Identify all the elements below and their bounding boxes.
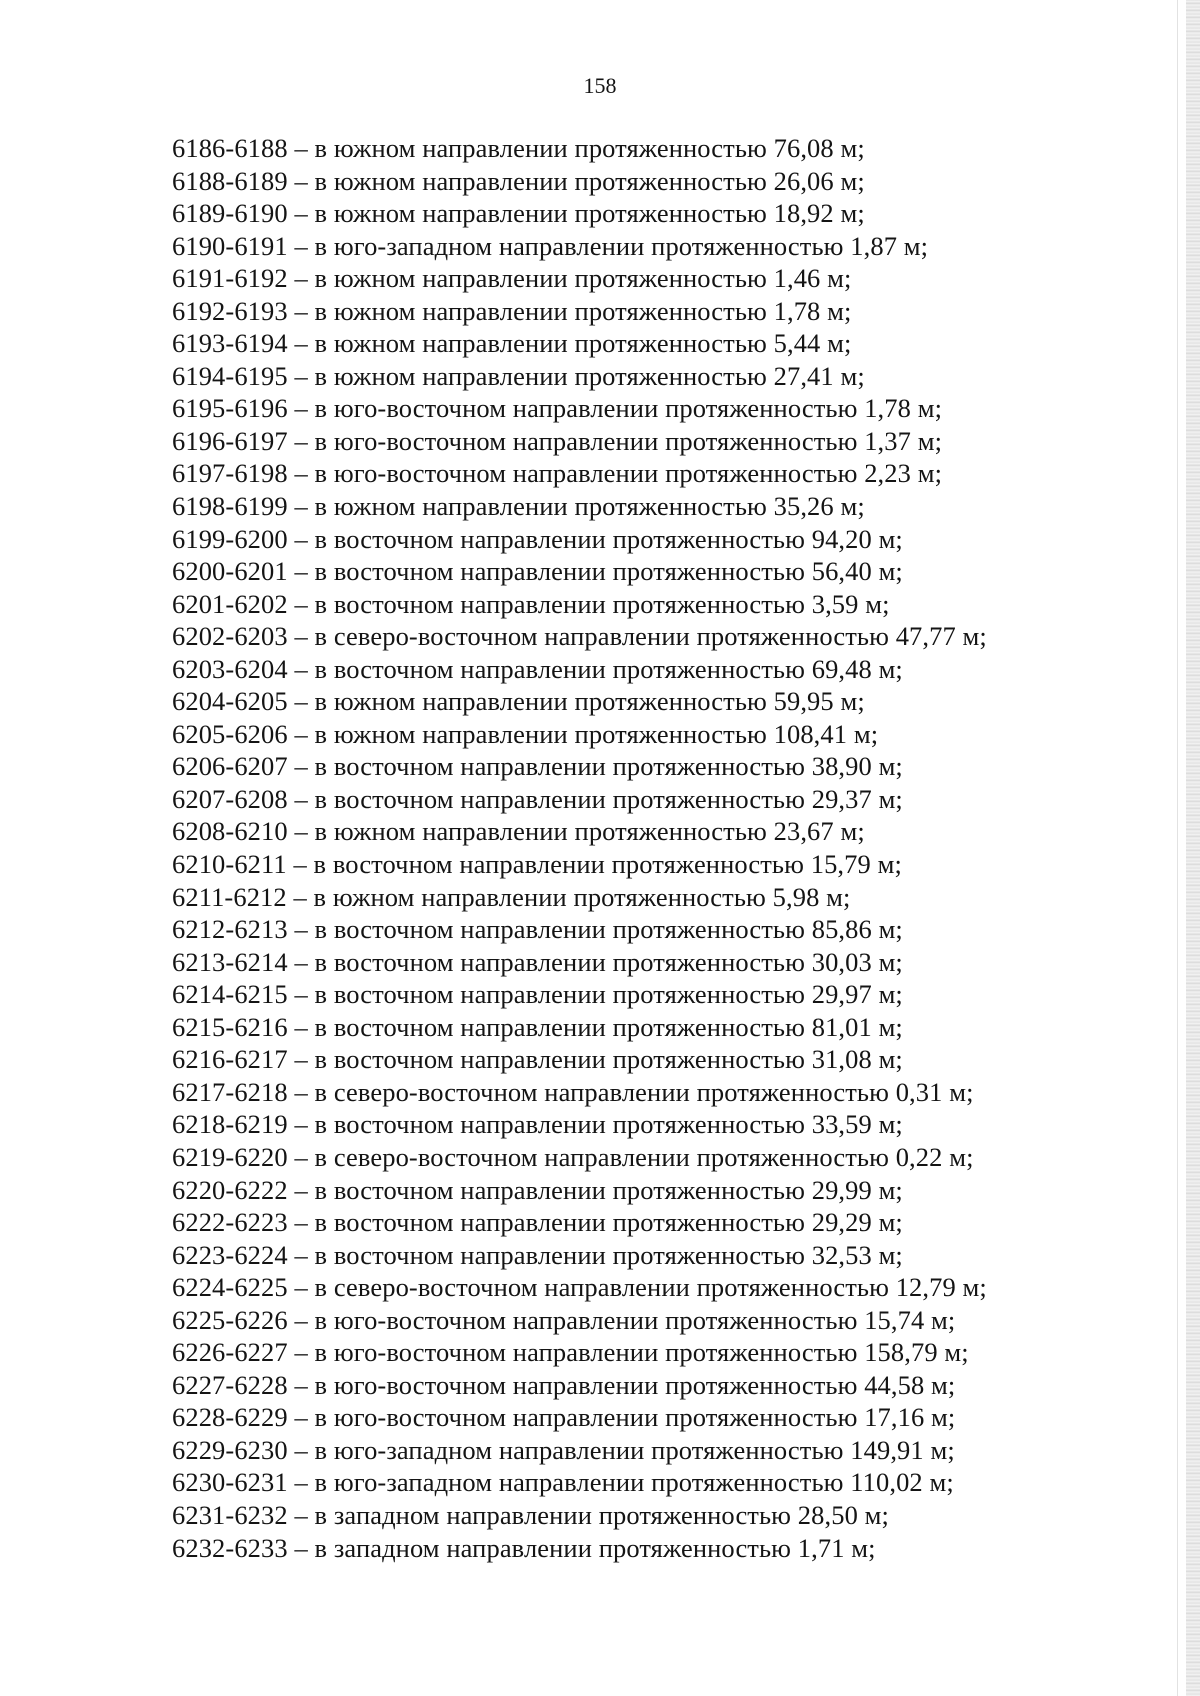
boundary-segment-entry: 6217-6218 – в северо-восточном направлении протяженностью 0,31 м; bbox=[172, 1076, 974, 1107]
boundary-segment-entry: 6210-6211 – в восточном направлении протяженностью 15,79 м; bbox=[172, 849, 902, 880]
boundary-segment-entry: 6232-6233 – в западном направлении протяженностью 1,71 м; bbox=[172, 1532, 876, 1563]
page-number: 158 bbox=[583, 73, 617, 98]
boundary-segment-entry: 6204-6205 – в южном направлении протяженностью 59,95 м; bbox=[172, 686, 865, 717]
boundary-segment-entry: 6228-6229 – в юго-восточном направлении протяженностью 17,16 м; bbox=[172, 1402, 956, 1433]
boundary-segment-entry: 6211-6212 – в южном направлении протяженностью 5,98 м; bbox=[172, 881, 851, 912]
boundary-segment-entry: 6223-6224 – в восточном направлении протяженностью 32,53 м; bbox=[172, 1239, 903, 1270]
boundary-segment-entry: 6220-6222 – в восточном направлении протяженностью 29,99 м; bbox=[172, 1174, 903, 1205]
boundary-segment-entry: 6198-6199 – в южном направлении протяженностью 35,26 м; bbox=[172, 491, 865, 522]
boundary-segment-entry: 6207-6208 – в восточном направлении протяженностью 29,37 м; bbox=[172, 783, 903, 814]
boundary-segment-entry: 6186-6188 – в южном направлении протяженностью 76,08 м; bbox=[172, 133, 865, 163]
boundary-segment-entry: 6202-6203 – в северо-восточном направлении протяженностью 47,77 м; bbox=[172, 621, 987, 652]
boundary-segment-entry: 6225-6226 – в юго-восточном направлении протяженностью 15,74 м; bbox=[172, 1304, 956, 1335]
boundary-segment-entry: 6208-6210 – в южном направлении протяженностью 23,67 м; bbox=[172, 816, 865, 847]
boundary-segment-entry: 6189-6190 – в южном направлении протяженностью 18,92 м; bbox=[172, 198, 865, 229]
boundary-segment-entry: 6216-6217 – в восточном направлении протяженностью 31,08 м; bbox=[172, 1044, 903, 1075]
boundary-segment-entry: 6205-6206 – в южном направлении протяженностью 108,41 м; bbox=[172, 718, 879, 749]
boundary-segment-entry: 6222-6223 – в восточном направлении протяженностью 29,29 м; bbox=[172, 1207, 903, 1238]
boundary-segment-entry: 6192-6193 – в южном направлении протяженностью 1,78 м; bbox=[172, 295, 852, 326]
boundary-segment-entry: 6227-6228 – в юго-восточном направлении протяженностью 44,58 м; bbox=[172, 1369, 956, 1400]
boundary-segment-entry: 6200-6201 – в восточном направлении протяженностью 56,40 м; bbox=[172, 556, 903, 587]
boundary-segment-entry: 6224-6225 – в северо-восточном направлении протяженностью 12,79 м; bbox=[172, 1272, 987, 1303]
boundary-segment-entry: 6215-6216 – в восточном направлении протяженностью 81,01 м; bbox=[172, 1011, 903, 1042]
scan-edge-artifact bbox=[1186, 0, 1200, 1696]
boundary-segment-entry: 6190-6191 – в юго-западном направлении протяженностью 1,87 м; bbox=[172, 230, 929, 261]
boundary-segment-entry: 6218-6219 – в восточном направлении протяженностью 33,59 м; bbox=[172, 1109, 903, 1140]
boundary-segment-entry: 6199-6200 – в восточном направлении протяженностью 94,20 м; bbox=[172, 523, 903, 554]
boundary-segment-entry: 6219-6220 – в северо-восточном направлении протяженностью 0,22 м; bbox=[172, 1141, 974, 1172]
boundary-segment-entry: 6196-6197 – в юго-восточном направлении протяженностью 1,37 м; bbox=[172, 425, 943, 456]
boundary-segment-entry: 6191-6192 – в южном направлении протяженностью 1,46 м; bbox=[172, 263, 852, 294]
boundary-segment-entry: 6201-6202 – в восточном направлении протяженностью 3,59 м; bbox=[172, 588, 890, 619]
scan-edge-line bbox=[1177, 0, 1178, 1696]
boundary-segment-entry: 6206-6207 – в восточном направлении протяженностью 38,90 м; bbox=[172, 751, 903, 782]
boundary-segment-entry: 6212-6213 – в восточном направлении протяженностью 85,86 м; bbox=[172, 914, 903, 945]
boundary-segment-list bbox=[172, 132, 1072, 1564]
boundary-segment-entry: 6229-6230 – в юго-западном направлении протяженностью 149,91 м; bbox=[172, 1434, 955, 1465]
boundary-segment-entry: 6193-6194 – в южном направлении протяженностью 5,44 м; bbox=[172, 328, 852, 359]
boundary-segment-entry: 6214-6215 – в восточном направлении протяженностью 29,97 м; bbox=[172, 979, 903, 1010]
boundary-segment-entry: 6195-6196 – в юго-восточном направлении протяженностью 1,78 м; bbox=[172, 393, 943, 424]
boundary-segment-entry: 6197-6198 – в юго-восточном направлении протяженностью 2,23 м; bbox=[172, 458, 943, 489]
boundary-segment-entry: 6213-6214 – в восточном направлении протяженностью 30,03 м; bbox=[172, 946, 903, 977]
boundary-segment-entry: 6188-6189 – в южном направлении протяженностью 26,06 м; bbox=[172, 165, 865, 196]
boundary-segment-entry: 6226-6227 – в юго-восточном направлении протяженностью 158,79 м; bbox=[172, 1337, 969, 1368]
boundary-segment-entry: 6194-6195 – в южном направлении протяженностью 27,41 м; bbox=[172, 360, 865, 391]
boundary-segment-entry: 6230-6231 – в юго-западном направлении протяженностью 110,02 м; bbox=[172, 1467, 954, 1498]
boundary-segment-entry: 6231-6232 – в западном направлении протяженностью 28,50 м; bbox=[172, 1499, 889, 1530]
boundary-segment-entry: 6203-6204 – в восточном направлении протяженностью 69,48 м; bbox=[172, 653, 903, 684]
